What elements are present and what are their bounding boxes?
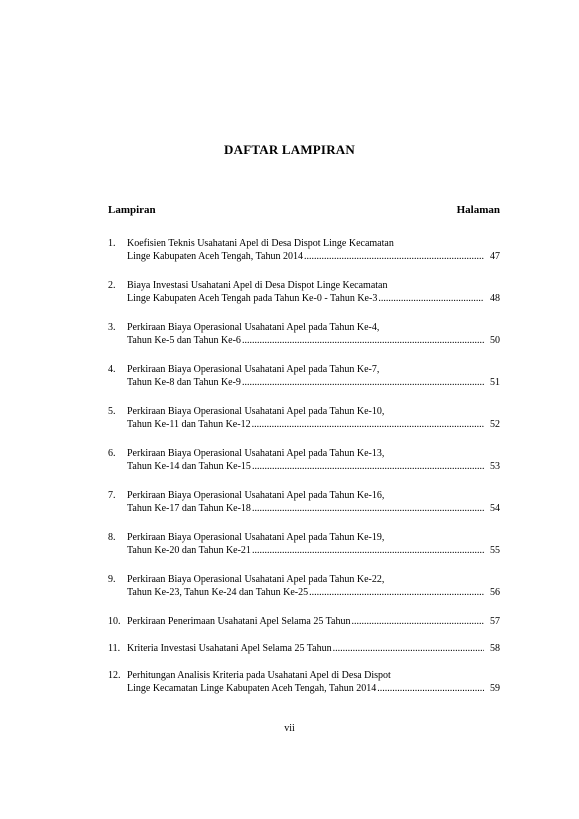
dot-leader xyxy=(352,616,485,629)
entry-title-line: Tahun Ke-5 dan Tahun Ke-6 xyxy=(127,334,241,346)
entry-title-line: Linge Kabupaten Aceh Tengah pada Tahun Ke-0 - Tahun Ke-3 xyxy=(127,292,378,304)
entry-page-number: 52 xyxy=(490,418,500,430)
entry-title-line: Perkiraan Biaya Operasional Usahatani Apel pada Tahun Ke-19, xyxy=(127,532,385,543)
entry-title-line: Linge Kabupaten Aceh Tengah, Tahun 2014 xyxy=(127,250,303,262)
entry-page-number: 58 xyxy=(490,643,500,654)
entry-number: 6. xyxy=(108,448,116,459)
entry-page-number: 59 xyxy=(490,682,500,694)
entry-number: 10. xyxy=(108,616,121,627)
entry-title-line: Tahun Ke-14 dan Tahun Ke-15 xyxy=(127,460,251,472)
dot-leader xyxy=(252,419,484,432)
dot-leader xyxy=(242,335,484,348)
appendix-entry xyxy=(108,532,500,557)
appendix-entry xyxy=(108,490,500,515)
entry-number: 1. xyxy=(108,238,116,249)
entry-title-line: Tahun Ke-11 dan Tahun Ke-12 xyxy=(127,418,251,430)
entry-title-line: Tahun Ke-23, Tahun Ke-24 dan Tahun Ke-25 xyxy=(127,586,309,598)
entry-title-line: Perkiraan Biaya Operasional Usahatani Apel pada Tahun Ke-4, xyxy=(127,322,380,333)
entry-title-line: Linge Kecamatan Linge Kabupaten Aceh Tengah, Tahun 2014 xyxy=(127,682,377,694)
entry-page-number: 54 xyxy=(490,502,500,514)
appendix-entry xyxy=(108,364,500,389)
entry-title-line: Tahun Ke-17 dan Tahun Ke-18 xyxy=(127,502,251,514)
entry-number: 3. xyxy=(108,322,116,333)
entry-number: 4. xyxy=(108,364,116,375)
appendix-entry xyxy=(108,643,500,656)
entry-number: 7. xyxy=(108,490,116,501)
dot-leader xyxy=(252,545,484,558)
dot-leader xyxy=(333,643,484,656)
entry-page-number: 56 xyxy=(490,586,500,598)
appendix-entry xyxy=(108,322,500,347)
entry-number: 8. xyxy=(108,532,116,543)
dot-leader xyxy=(309,587,484,600)
dot-leader xyxy=(252,503,484,516)
page-title: DAFTAR LAMPIRAN xyxy=(224,142,355,157)
entry-title-line: Perhitungan Analisis Kriteria pada Usahatani Apel di Desa Dispot xyxy=(127,670,391,681)
entry-number: 11. xyxy=(108,643,121,654)
appendix-entry xyxy=(108,238,500,263)
entry-title-line: Koefisien Teknis Usahatani Apel di Desa Dispot Linge Kecamatan xyxy=(127,238,394,249)
entry-number: 9. xyxy=(108,574,116,585)
appendix-entry xyxy=(108,616,500,629)
dot-leader xyxy=(252,461,484,474)
column-header-halaman: Halaman xyxy=(456,204,500,216)
entry-title-line: Perkiraan Biaya Operasional Usahatani Apel pada Tahun Ke-22, xyxy=(127,574,385,585)
dot-leader xyxy=(304,251,484,264)
column-header-lampiran: Lampiran xyxy=(108,204,156,216)
appendix-entry xyxy=(108,448,500,473)
entry-page-number: 50 xyxy=(490,334,500,346)
dot-leader xyxy=(242,377,484,390)
entry-number: 5. xyxy=(108,406,116,417)
entry-number: 2. xyxy=(108,280,116,291)
entry-title-line: Perkiraan Biaya Operasional Usahatani Apel pada Tahun Ke-10, xyxy=(127,406,385,417)
entry-page-number: 47 xyxy=(490,250,500,262)
entry-page-number: 55 xyxy=(490,544,500,556)
appendix-entry xyxy=(108,670,500,695)
appendix-entry xyxy=(108,574,500,599)
entry-page-number: 48 xyxy=(490,292,500,304)
appendix-entry xyxy=(108,406,500,431)
entry-title-line: Perkiraan Penerimaan Usahatani Apel Selama 25 Tahun xyxy=(127,616,351,627)
entry-number: 12. xyxy=(108,670,121,681)
dot-leader xyxy=(377,683,484,696)
entry-title-line: Tahun Ke-8 dan Tahun Ke-9 xyxy=(127,376,241,388)
entry-title-line: Tahun Ke-20 dan Tahun Ke-21 xyxy=(127,544,251,556)
entry-title-line: Biaya Investasi Usahatani Apel di Desa Dispot Linge Kecamatan xyxy=(127,280,388,291)
dot-leader xyxy=(378,293,484,306)
entry-title-line: Perkiraan Biaya Operasional Usahatani Apel pada Tahun Ke-13, xyxy=(127,448,385,459)
entry-title-line: Perkiraan Biaya Operasional Usahatani Apel pada Tahun Ke-16, xyxy=(127,490,385,501)
appendix-entry xyxy=(108,280,500,305)
entry-page-number: 51 xyxy=(490,376,500,388)
entry-title-line: Kriteria Investasi Usahatani Apel Selama 25 Tahun xyxy=(127,643,332,654)
page-number: vii xyxy=(284,723,295,734)
entry-page-number: 57 xyxy=(490,616,500,627)
entry-title-line: Perkiraan Biaya Operasional Usahatani Apel pada Tahun Ke-7, xyxy=(127,364,380,375)
entry-page-number: 53 xyxy=(490,460,500,472)
